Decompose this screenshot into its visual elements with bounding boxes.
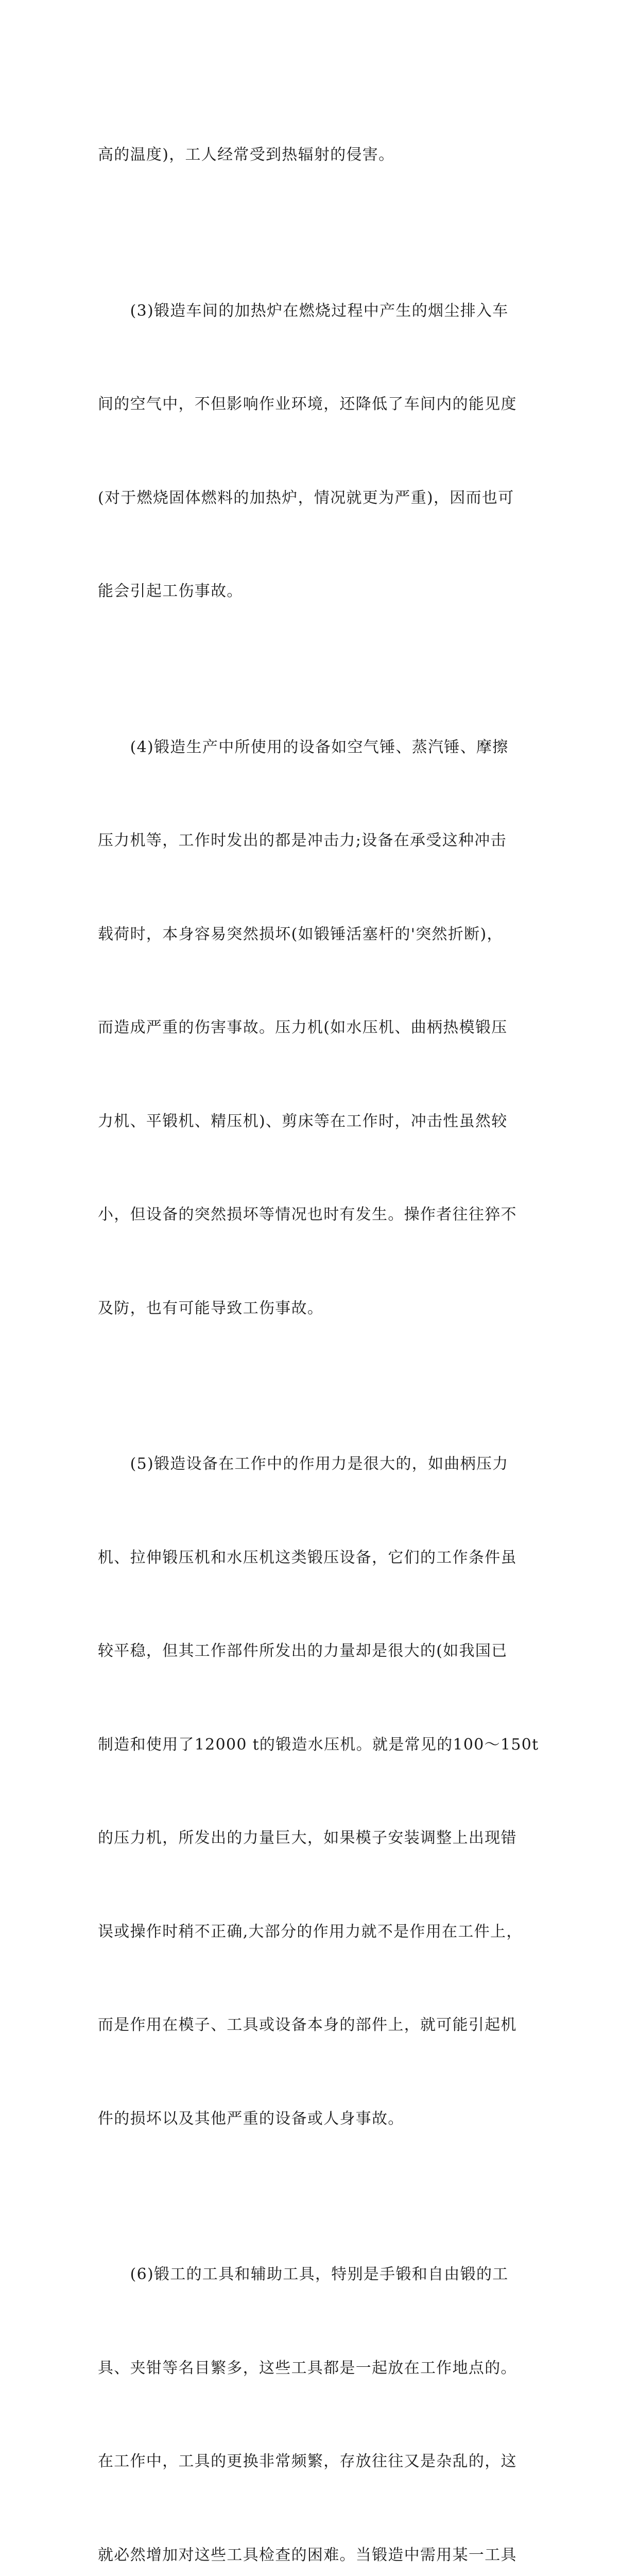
text-line: 的压力机，所发出的力量巨大，如果模子安装调整上出现错	[98, 1829, 517, 1847]
text-line: 载荷时，本身容易突然损坏(如锻锤活塞杆的'突然折断)，	[98, 925, 503, 943]
text-line: (6)锻工的工具和辅助工具，特别是手锻和自由锻的工	[98, 2265, 509, 2283]
text-line: 在工作中，工具的更换非常频繁，存放往往又是杂乱的，这	[98, 2452, 517, 2470]
paragraph-heat-radiation-end	[98, 77, 551, 233]
text-line: 具、夹钳等名目繁多，这些工具都是一起放在工作地点的。	[98, 2359, 517, 2377]
text-line: 高的温度)，工人经常受到热辐射的侵害。	[98, 146, 395, 164]
text-line: 制造和使用了12000 t的锻造水压机。就是常见的100～150t	[98, 1735, 539, 1754]
text-line: 压力机等，工作时发出的都是冲击力;设备在承受这种冲击	[98, 832, 507, 850]
text-line: 而是作用在模子、工具或设备本身的部件上，就可能引起机	[98, 2016, 517, 2034]
text-line: 小，但设备的突然损坏等情况也时有发生。操作者往往猝不	[98, 1206, 517, 1224]
text-line: 力机、平锻机、精压机)、剪床等在工作时，冲击性虽然较	[98, 1112, 508, 1130]
text-line: 机、拉伸锻压机和水压机这类锻压设备，它们的工作条件虽	[98, 1548, 517, 1567]
text-line: 能会引起工伤事故。	[98, 582, 243, 600]
text-line: 间的空气中，不但影响作业环境，还降低了车间内的能见度	[98, 395, 517, 413]
text-line: 较平稳，但其工作部件所发出的力量却是很大的(如我国已	[98, 1642, 508, 1660]
text-line: (对于燃烧固体燃料的加热炉，情况就更为严重)，因而也可	[98, 488, 514, 507]
paragraph-item-4-impact	[98, 670, 551, 1387]
text-line: 误或操作时稍不正确,大部分的作用力就不是作用在工件上，	[98, 1922, 523, 1941]
paragraph-item-6-tools	[98, 2197, 551, 2576]
text-line: (4)锻造生产中所使用的设备如空气锤、蒸汽锤、摩擦	[98, 738, 509, 756]
text-line: (5)锻造设备在工作中的作用力是很大的，如曲柄压力	[98, 1455, 509, 1473]
text-line: 及防，也有可能导致工伤事故。	[98, 1299, 324, 1317]
document-body	[98, 77, 551, 2576]
text-line: 而造成严重的伤害事故。压力机(如水压机、曲柄热模锻压	[98, 1019, 508, 1037]
paragraph-item-5-force	[98, 1386, 551, 2197]
text-line: 件的损坏以及其他严重的设备或人身事故。	[98, 2109, 404, 2128]
text-line: 就必然增加对这些工具检查的困难。当锻造中需用某一工具	[98, 2546, 517, 2564]
paragraph-item-3-smoke	[98, 233, 551, 670]
text-line: (3)锻造车间的加热炉在燃烧过程中产生的烟尘排入车	[98, 301, 509, 320]
